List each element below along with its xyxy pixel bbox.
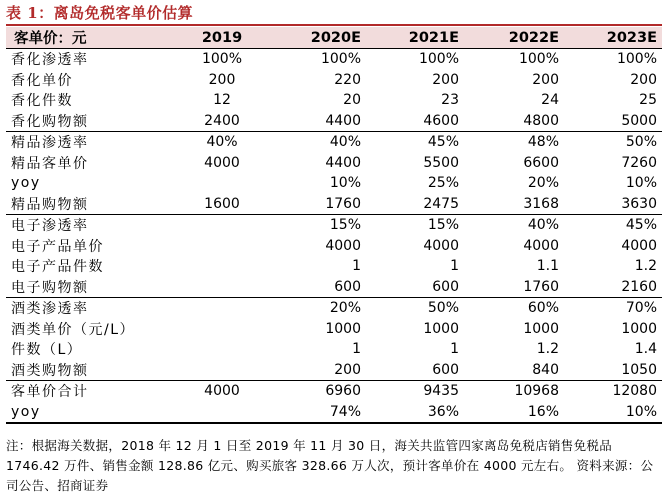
table-row bbox=[6, 70, 662, 91]
cell-2020e: 200 bbox=[264, 360, 366, 381]
row-label: 电子购物额 bbox=[6, 277, 180, 298]
cell-2019: 2400 bbox=[180, 111, 264, 132]
cell-2019: 4000 bbox=[204, 383, 240, 400]
cell-2023e: 45% bbox=[625, 217, 657, 234]
cell-2022e: 48% bbox=[527, 134, 559, 151]
row-label: 电子产品单价 bbox=[11, 238, 104, 255]
cell-2020e: 1 bbox=[352, 258, 361, 275]
cell-2019 bbox=[180, 402, 264, 424]
table-row bbox=[6, 194, 662, 215]
cell-2019 bbox=[180, 236, 264, 257]
cell-2021e: 50% bbox=[427, 300, 459, 317]
cell-2021e: 9435 bbox=[423, 383, 459, 400]
cell-2021e: 15% bbox=[427, 217, 459, 234]
table-row bbox=[6, 90, 662, 111]
cell-2023e: 4000 bbox=[621, 237, 657, 254]
cell-2021e: 25% bbox=[427, 175, 459, 192]
header-row bbox=[6, 27, 662, 49]
row-label: 香化渗透率 bbox=[11, 52, 89, 69]
row-label: 酒类购物额 bbox=[6, 360, 180, 381]
cell-2019: 200 bbox=[208, 71, 236, 88]
header-2020e: 2020E bbox=[264, 27, 366, 49]
cell-2023e: 100% bbox=[616, 51, 657, 68]
cell-2019: 100% bbox=[201, 51, 243, 68]
cell-2021e: 600 bbox=[366, 277, 464, 298]
cell-2023e: 70% bbox=[625, 300, 657, 317]
cell-2019 bbox=[180, 319, 264, 340]
cell-2019: 4000 bbox=[204, 154, 240, 171]
cell-2021e: 600 bbox=[366, 360, 464, 381]
cell-2020e: 1000 bbox=[325, 320, 361, 337]
cell-2022e: 20% bbox=[527, 175, 559, 192]
cell-2020e: 15% bbox=[329, 217, 361, 234]
row-label: 香化单价 bbox=[11, 72, 73, 89]
cell-2020e: 600 bbox=[264, 277, 366, 298]
cell-2020e: 220 bbox=[334, 71, 361, 88]
cell-2019 bbox=[180, 256, 264, 277]
title-rule bbox=[6, 24, 662, 26]
row-label: 电子渗透率 bbox=[11, 218, 89, 235]
table-row bbox=[6, 381, 662, 402]
cell-2023e: 10% bbox=[564, 402, 662, 424]
row-label: 香化件数 bbox=[11, 93, 73, 110]
cell-2021e: 4000 bbox=[423, 237, 459, 254]
cell-2019 bbox=[180, 360, 264, 381]
cell-2021e: 23 bbox=[441, 92, 459, 109]
cell-2023e: 7260 bbox=[621, 154, 657, 171]
cell-2019: 40% bbox=[206, 134, 238, 151]
row-label: 精品购物额 bbox=[6, 194, 180, 215]
cell-2023e: 3630 bbox=[564, 194, 662, 215]
cell-2019 bbox=[180, 339, 264, 360]
cell-2021e: 45% bbox=[427, 134, 459, 151]
cell-2020e: 40% bbox=[329, 134, 361, 151]
table-row bbox=[6, 111, 662, 132]
table-title: 表 1：离岛免税客单价估算 bbox=[6, 4, 194, 22]
cell-2023e: 50% bbox=[625, 134, 657, 151]
cell-2021e: 4600 bbox=[366, 111, 464, 132]
row-label: 香化购物额 bbox=[6, 111, 180, 132]
header-2019: 2019 bbox=[180, 27, 264, 49]
header-2021e: 2021E bbox=[366, 27, 464, 49]
cell-2022e: 4000 bbox=[523, 237, 559, 254]
cell-2023e: 200 bbox=[630, 71, 657, 88]
row-label: yoy bbox=[11, 175, 41, 192]
cell-2022e: 6600 bbox=[523, 154, 559, 171]
table-row bbox=[6, 298, 662, 319]
cell-2022e: 24 bbox=[541, 92, 559, 109]
cell-2023e: 12080 bbox=[612, 383, 657, 400]
cell-2020e: 1 bbox=[352, 341, 361, 358]
table-row bbox=[6, 153, 662, 174]
cell-2023e: 10% bbox=[625, 175, 657, 192]
cell-2022e: 100% bbox=[518, 51, 559, 68]
footnote: 注：根据海关数据，2018 年 12 月 1 日至 2019 年 11 月 30 日，海关共监管四家离岛免税店销售免税品 1746.42 万件、销售金额 128.86 亿元、购买旅客 328.66 万人次，预计客单价在 4000 元左右。 资料来源：公司公告、招商证券 bbox=[6, 438, 654, 493]
cell-2022e: 10968 bbox=[514, 383, 559, 400]
cell-2023e: 2160 bbox=[564, 277, 662, 298]
cell-2020e: 4000 bbox=[325, 237, 361, 254]
cell-2020e: 4400 bbox=[325, 154, 361, 171]
row-label: 精品客单价 bbox=[11, 155, 89, 172]
table-row bbox=[6, 402, 662, 424]
cell-2020e: 20 bbox=[343, 92, 361, 109]
cell-2022e: 4800 bbox=[464, 111, 564, 132]
cell-2022e: 200 bbox=[532, 71, 559, 88]
cell-2019: 12 bbox=[213, 92, 231, 109]
cell-2020e: 4400 bbox=[264, 111, 366, 132]
table-row bbox=[6, 277, 662, 298]
cell-2020e: 100% bbox=[320, 51, 361, 68]
cell-2021e: 36% bbox=[366, 402, 464, 424]
table-row bbox=[6, 49, 662, 70]
cell-2019 bbox=[180, 298, 264, 319]
cell-2022e: 60% bbox=[527, 300, 559, 317]
row-label: 酒类单价（元/L） bbox=[11, 321, 136, 338]
cell-2022e: 840 bbox=[464, 360, 564, 381]
row-label: yoy bbox=[6, 402, 180, 424]
cell-2021e: 100% bbox=[418, 51, 459, 68]
cell-2022e: 1000 bbox=[523, 320, 559, 337]
cell-2020e: 20% bbox=[329, 300, 361, 317]
cell-2021e: 1 bbox=[450, 258, 459, 275]
table-row bbox=[6, 236, 662, 257]
row-label: 酒类渗透率 bbox=[11, 301, 89, 318]
cell-2023e: 1.4 bbox=[634, 341, 657, 358]
cell-2021e: 200 bbox=[432, 71, 459, 88]
cell-2020e: 10% bbox=[329, 175, 361, 192]
header-label: 客单价：元 bbox=[6, 27, 180, 49]
table-row bbox=[6, 319, 662, 340]
cell-2022e: 1.2 bbox=[536, 341, 559, 358]
cell-2019: 1600 bbox=[180, 194, 264, 215]
row-label: 客单价合计 bbox=[11, 384, 89, 401]
cell-2020e: 74% bbox=[264, 402, 366, 424]
cell-2022e: 16% bbox=[464, 402, 564, 424]
table-row bbox=[6, 256, 662, 277]
row-label: 件数（L） bbox=[11, 342, 83, 359]
estimate-table bbox=[6, 27, 662, 424]
cell-2020e: 6960 bbox=[325, 383, 361, 400]
cell-2021e: 1 bbox=[450, 341, 459, 358]
header-2023e: 2023E bbox=[564, 27, 662, 49]
cell-2021e: 2475 bbox=[366, 194, 464, 215]
table-row bbox=[6, 173, 662, 194]
cell-2021e: 5500 bbox=[423, 154, 459, 171]
table-row bbox=[6, 215, 662, 236]
cell-2021e: 1000 bbox=[423, 320, 459, 337]
cell-2022e: 40% bbox=[527, 217, 559, 234]
table-row bbox=[6, 339, 662, 360]
cell-2023e: 1000 bbox=[621, 320, 657, 337]
row-label: 精品渗透率 bbox=[11, 135, 89, 152]
table-row bbox=[6, 360, 662, 381]
cell-2019 bbox=[180, 277, 264, 298]
row-label: 电子产品件数 bbox=[11, 259, 104, 276]
cell-2019 bbox=[180, 215, 264, 236]
cell-2022e: 1.1 bbox=[536, 258, 559, 275]
cell-2023e: 25 bbox=[639, 92, 657, 109]
header-2022e: 2022E bbox=[464, 27, 564, 49]
cell-2023e: 1.2 bbox=[634, 258, 657, 275]
cell-2022e: 1760 bbox=[464, 277, 564, 298]
cell-2022e: 3168 bbox=[464, 194, 564, 215]
cell-2023e: 1050 bbox=[564, 360, 662, 381]
table-row bbox=[6, 132, 662, 153]
cell-2019 bbox=[180, 173, 264, 194]
cell-2020e: 1760 bbox=[264, 194, 366, 215]
cell-2023e: 5000 bbox=[564, 111, 662, 132]
